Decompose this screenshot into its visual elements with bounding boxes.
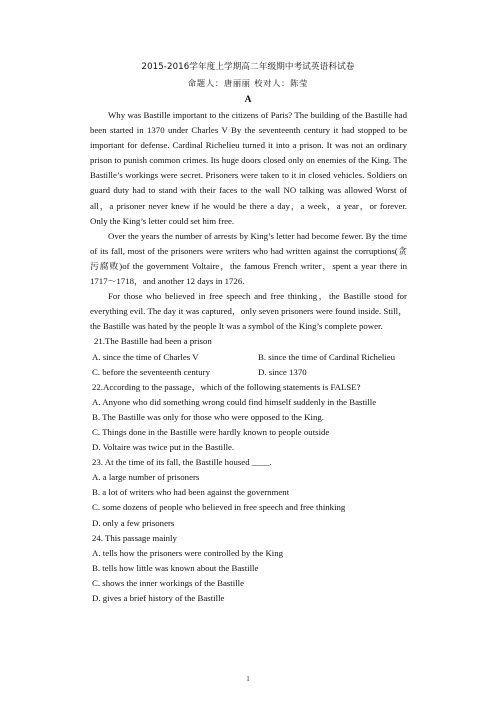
question-stem: 22.According to the passage，which of the following statements is FALSE? xyxy=(92,381,361,392)
option-d: D. Voltaire was twice put in the Bastille. xyxy=(92,442,235,453)
passage-paragraph: For those who believed in free speech and free thinking，the Bastille stood for everything evil. The day it was captured，only seven prisoners were found inside. Still，the Bastille was hated by the people It was a symbol of the King’s complete power. xyxy=(90,291,407,332)
question-24 xyxy=(90,531,407,606)
option-b: B. a lot of writers who had been against the government xyxy=(92,487,290,498)
question-21 xyxy=(90,334,407,379)
section-label: A xyxy=(244,95,252,105)
question-stem: 23. At the time of its fall, the Bastille housed ____. xyxy=(92,457,272,468)
page-number: 1 xyxy=(246,674,250,683)
option-b: B. since the time of Cardinal Richelieu xyxy=(258,351,396,362)
document-body xyxy=(90,108,407,606)
option-a: A. Anyone who did something wrong could find himself suddenly in the Bastille xyxy=(92,396,377,407)
passage-paragraph: Over the years the number of arrests by King’s letter had become fewer. By the time of its fall, most of the prisoners were writers who had written against the corruptions(贪污腐败)of the government Voltaire，the famous French writer，spent a year there in 1717～1718，and another 12 days in 1726. xyxy=(90,230,407,287)
option-c: C. shows the inner workings of the Bastille xyxy=(92,577,244,588)
option-a: A. a large number of prisoners xyxy=(92,472,200,483)
question-stem: 21.The Bastille had been a prison xyxy=(94,336,212,347)
page-title: 2015-2016学年度上学期高二年级期中考试英语科试卷 xyxy=(141,62,355,72)
option-a: A. tells how the prisoners were controlled by the King xyxy=(92,547,284,558)
option-d: D. only a few prisoners xyxy=(92,517,175,528)
question-23 xyxy=(90,455,407,530)
option-row xyxy=(90,365,407,380)
option-d: D. since 1370 xyxy=(258,366,307,377)
option-row xyxy=(90,350,407,365)
passage-paragraph: Why was Bastille important to the citizens of Paris? The building of the Bastille had been started in 1370 under Charles V By the seventeenth century it had stopped to be important for defense. Cardinal Richelieu turned it into a prison. It was not an ordinary prison to punish common crimes. Its huge doors closed only on enemies of the King. The Bastille’s workings were secret. Prisoners were taken to it in closed vehicles. Soldiers on guard duty had to stand with their faces to the wall NO talking was allowed Worst of all，a prisoner never knew if he would be there a day，a week，a year，or forever. Only the King’s letter could set him free. xyxy=(90,110,407,226)
option-a: A. since the time of Charles V xyxy=(92,351,199,362)
option-c: C. some dozens of people who believed in free speech and free thinking xyxy=(92,502,346,513)
question-stem: 24. This passage mainly xyxy=(92,532,177,543)
author-line: 命题人：唐丽丽 校对人：陈莹 xyxy=(187,78,309,88)
option-b: B. tells how little was known about the Bastille xyxy=(92,562,259,573)
option-d: D. gives a brief history of the Bastille xyxy=(92,593,225,603)
option-c: C. Things done in the Bastille were hardly known to people outside xyxy=(92,426,330,437)
option-c: C. before the seventeenth century xyxy=(92,366,210,377)
option-b: B. The Bastille was only for those who were opposed to the King. xyxy=(92,411,324,422)
question-22 xyxy=(90,380,407,455)
